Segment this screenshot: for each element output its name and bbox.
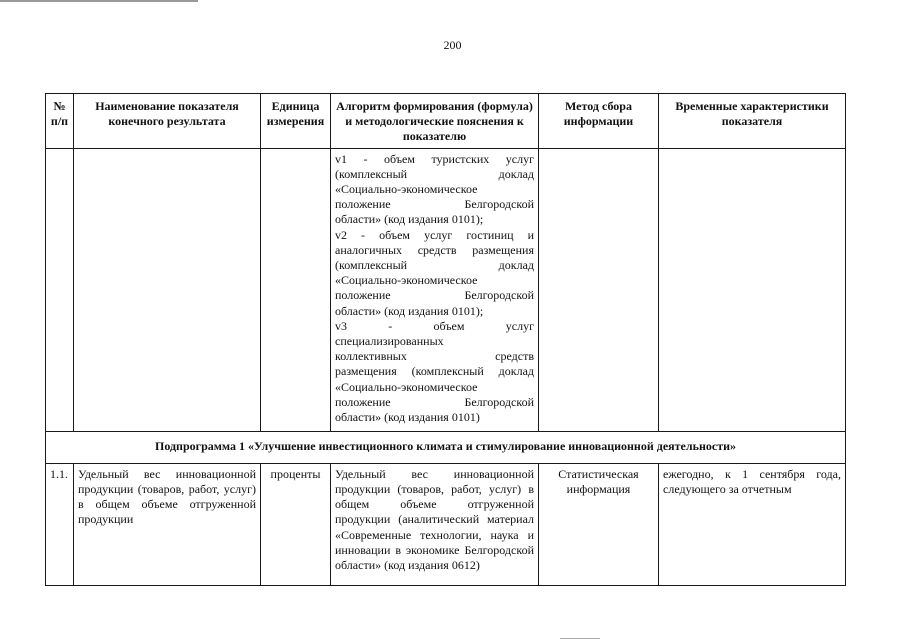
algorithm-line: «Социально-экономическое: [335, 182, 478, 197]
algorithm-line: «Социально-экономическое: [335, 379, 478, 394]
algorithm-line: коллективных средств: [335, 349, 534, 364]
algorithm-line: «Социально-экономическое: [335, 273, 478, 288]
cell-name: [74, 148, 261, 431]
algorithm-line: области» (код издания 0101): [335, 410, 480, 425]
table-row-1-1: [46, 463, 846, 585]
algorithm-line: специализированных: [335, 334, 444, 349]
header-method: Метод сбора информации: [539, 94, 659, 149]
algorithm-line: (комплексный доклад: [335, 258, 534, 273]
algorithm-line: области» (код издания 0101);: [335, 212, 484, 227]
cell-algorithm: [331, 148, 539, 431]
cell-time: [659, 148, 846, 431]
cell-time: ежегодно, к 1 сентября года, следующего за отчетным: [659, 463, 846, 585]
cell-name: Удельный вес инновационной продукции (товаров, работ, услуг) в общем объеме отгруженной продукции: [74, 463, 261, 585]
algorithm-line: размещения (комплексный доклад: [335, 364, 534, 379]
cell-unit: проценты: [261, 463, 331, 585]
algorithm-line: (комплексный доклад: [335, 166, 534, 181]
cell-method: Статистическая информация: [539, 463, 659, 585]
algorithm-line: положение Белгородской: [335, 394, 534, 409]
algorithm-line: положение Белгородской: [335, 197, 534, 212]
algorithm-line: положение Белгородской: [335, 288, 534, 303]
algorithm-line: аналогичных средств размещения: [335, 242, 534, 257]
scan-edge-mark: [0, 0, 330, 2]
algorithm-line: области» (код издания 0101);: [335, 303, 484, 318]
table-header-row: [46, 94, 846, 149]
header-no: № п/п: [46, 94, 74, 149]
algorithm-line: v2 - объем услуг гостиниц и: [335, 227, 534, 242]
cell-method: [539, 148, 659, 431]
table-row-continued: [46, 148, 846, 431]
cell-no: 1.1.: [46, 463, 74, 585]
cell-algorithm: Удельный вес инновационной продукции (товаров, работ, услуг) в общем объеме отгруженной продукции (аналитический материал «Современные технологии, наука и инновации в экономике Белгородской области» (код издания 0612): [331, 463, 539, 585]
cell-unit: [261, 148, 331, 431]
indicators-table: [45, 93, 846, 586]
cell-no: [46, 148, 74, 431]
algorithm-line: v1 - объем туристских услуг: [335, 151, 534, 166]
header-name: Наименование показателя конечного результата: [74, 94, 261, 149]
header-algorithm: Алгоритм формирования (формула) и методологические пояснения к показателю: [331, 94, 539, 149]
scan-edge-mark: [560, 638, 600, 639]
page-number: 200: [443, 38, 462, 52]
header-unit: Единица измерения: [261, 94, 331, 149]
subprogram-title: Подпрограмма 1 «Улучшение инвестиционного климата и стимулирование инновационной деятельности»: [46, 431, 846, 463]
subprogram-row: [46, 431, 846, 463]
header-time: Временные характеристики показателя: [659, 94, 846, 149]
algorithm-line: v3 - объем услуг: [335, 318, 534, 333]
